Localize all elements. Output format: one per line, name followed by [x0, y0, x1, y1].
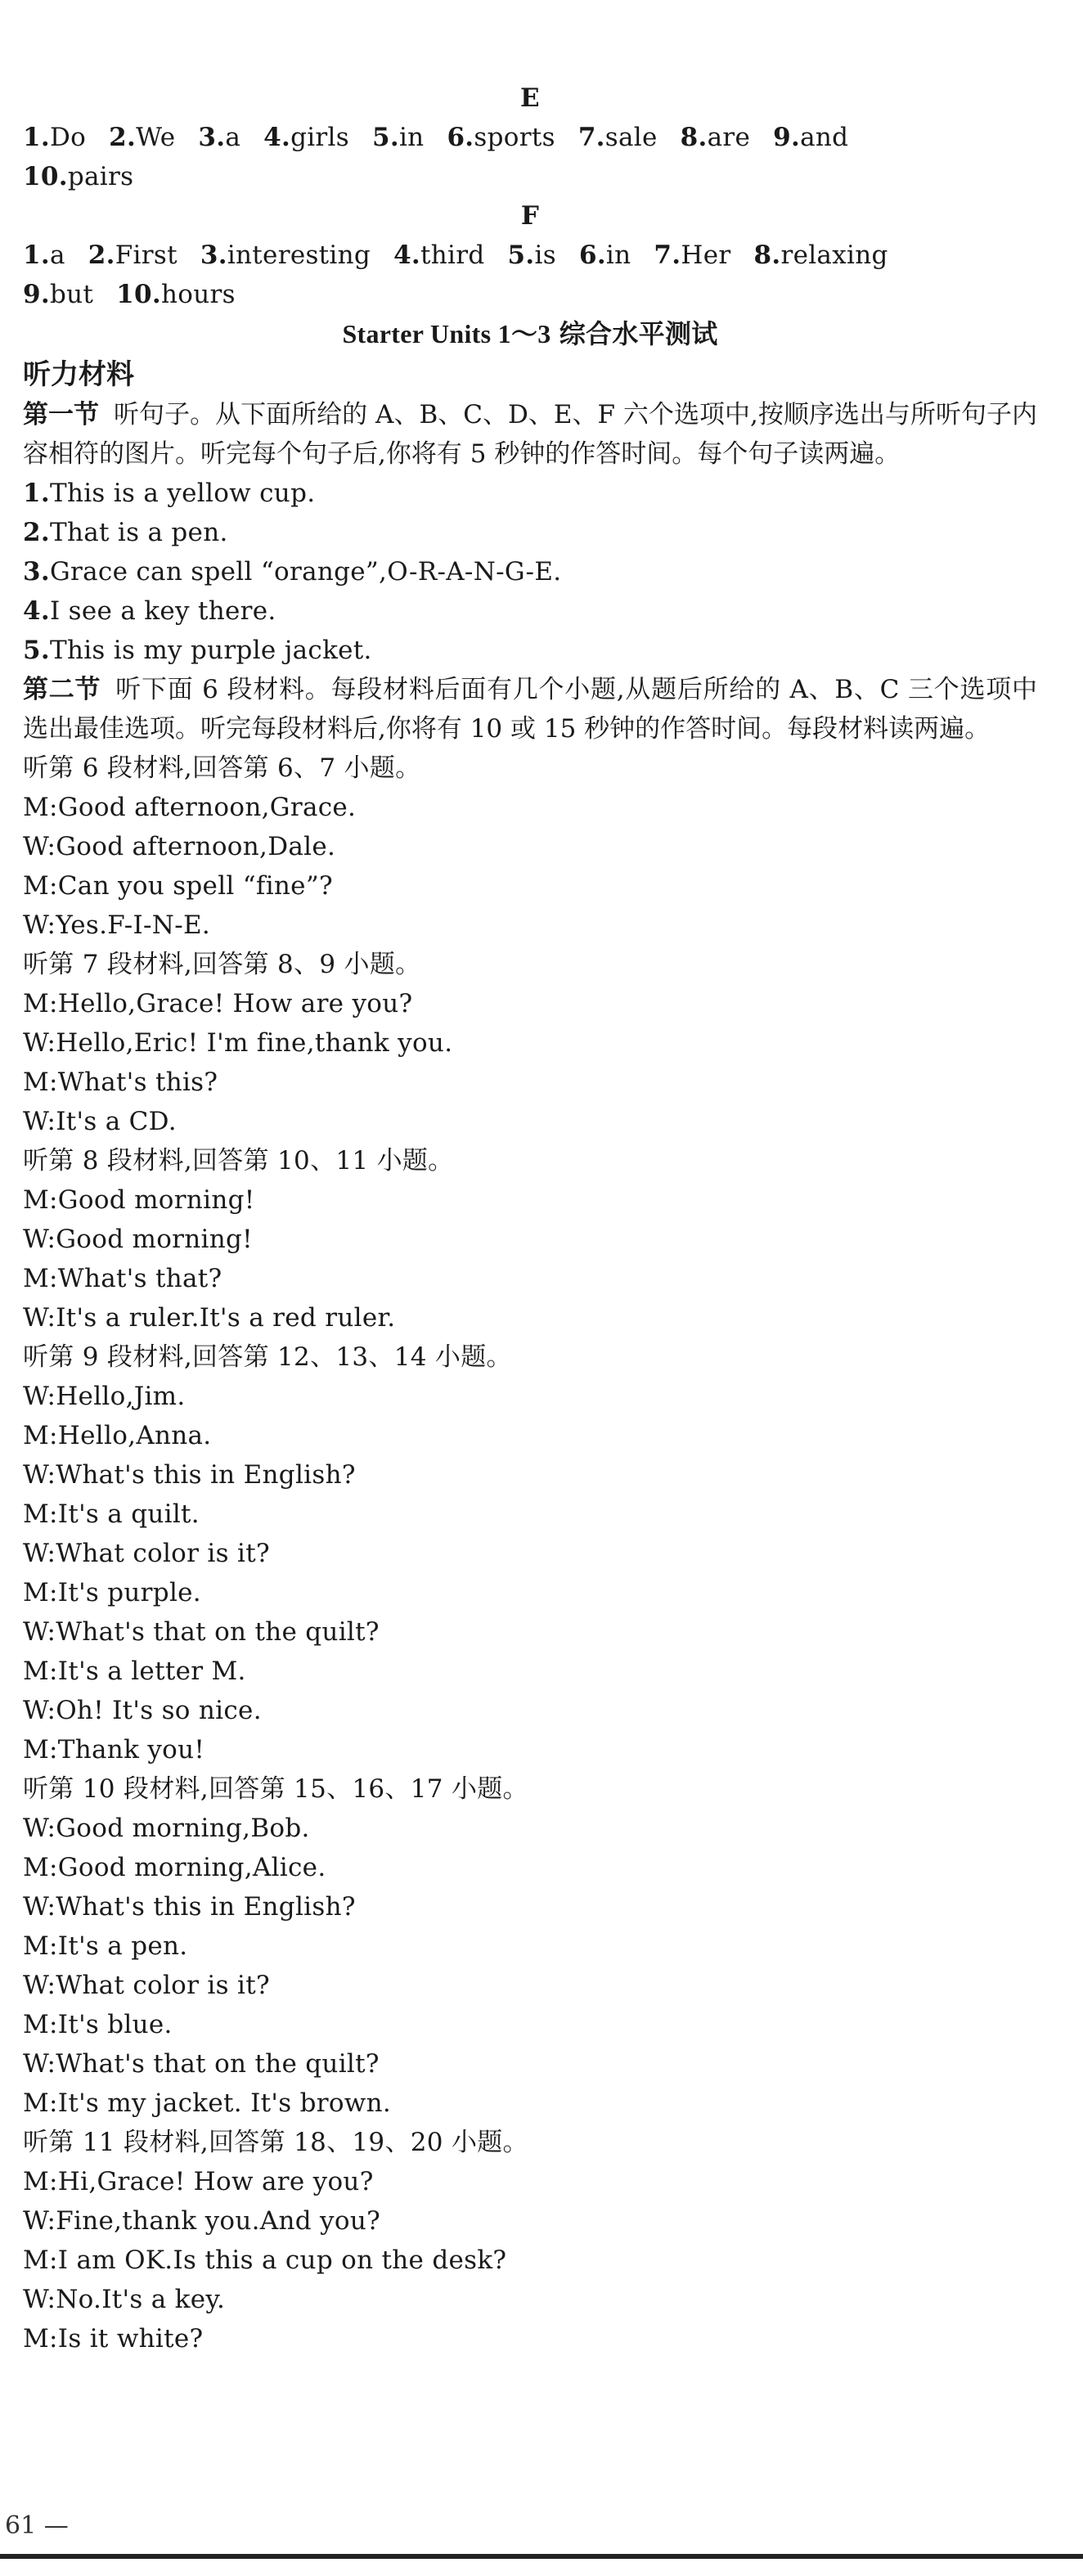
- test-heading: [23, 314, 1037, 354]
- test-heading-en: Starter Units 1～3: [342, 319, 551, 348]
- sentence-item: 3.Grace can spell “orange”,O-R-A-N-G-E.: [23, 557, 562, 587]
- section-f-row1: [23, 236, 1037, 275]
- dialogue-line: M:Hi,Grace! How are you?: [23, 2167, 374, 2196]
- dialogue-header: 听第 8 段材料,回答第 10、11 小题。: [23, 1146, 454, 1176]
- section-f-title: F: [520, 201, 540, 231]
- sentence-item: 4.I see a key there.: [23, 596, 276, 626]
- answer-item: 10.pairs: [23, 162, 134, 191]
- dialogue-line: M:Good afternoon,Grace.: [23, 793, 357, 822]
- section-e-title: E: [520, 83, 540, 113]
- page-number: 61 —: [5, 2511, 69, 2540]
- dialogue-line: W:Good morning!: [23, 1225, 253, 1254]
- sentence-item: 2.That is a pen.: [23, 518, 228, 547]
- sentence-list: [23, 474, 1037, 670]
- dialogue-line: M:What's that?: [23, 1264, 222, 1293]
- sentence-item: 1.This is a yellow cup.: [23, 479, 316, 508]
- dialogue-line: M:Hello,Anna.: [23, 1421, 212, 1450]
- listening-title: 听力材料: [23, 358, 134, 391]
- dialogue-line: W:Good afternoon,Dale.: [23, 832, 336, 861]
- answer-item: 9.and: [773, 123, 849, 152]
- dialogue-header: 听第 10 段材料,回答第 15、16、17 小题。: [23, 1774, 528, 1804]
- dialogue-line: W:Hello,Eric! I'm fine,thank you.: [23, 1028, 453, 1058]
- dialogue-block: [23, 945, 1037, 1141]
- dialogue-line: W:Good morning,Bob.: [23, 1814, 310, 1843]
- section-f-row2: [23, 275, 1037, 314]
- dialogue-list: [23, 749, 1037, 2358]
- dialogue-header: 听第 6 段材料,回答第 6、7 小题。: [23, 753, 421, 783]
- dialogue-line: M:Thank you!: [23, 1735, 205, 1765]
- section2-text: 听下面 6 段材料。每段材料后面有几个小题,从题后所给的 A、B、C 三个选项中选出最佳选项。听完每段材料后,你将有 10 或 15 秒钟的作答时间。每段材料读两遍。: [23, 675, 1037, 744]
- answer-content: [23, 79, 1037, 2358]
- dialogue-line: M:It's a pen.: [23, 1931, 188, 1961]
- answer-item: 2.First: [88, 241, 178, 270]
- dialogue-block: [23, 2123, 1037, 2358]
- adjacent-page-edge: [1067, 0, 1083, 1800]
- dialogue-line: M:What's this?: [23, 1068, 218, 1097]
- dialogue-line: M:It's purple.: [23, 1578, 201, 1607]
- dialogue-header: 听第 9 段材料,回答第 12、13、14 小题。: [23, 1342, 512, 1372]
- dialogue-line: M:It's blue.: [23, 2010, 173, 2039]
- answer-item: 9.but: [23, 280, 94, 309]
- answer-item: 1.a: [23, 241, 65, 270]
- answer-item: 4.third: [393, 241, 485, 270]
- dialogue-line: M:Is it white?: [23, 2324, 204, 2353]
- dialogue-line: M:Good morning!: [23, 1185, 255, 1215]
- dialogue-line: M:It's a quilt.: [23, 1499, 200, 1529]
- section2-instructions: [23, 670, 1037, 749]
- dialogue-line: M:Good morning,Alice.: [23, 1853, 326, 1882]
- section-e-row2: [23, 157, 1037, 196]
- dialogue-block: [23, 1769, 1037, 2123]
- answer-item: 10.hours: [116, 280, 236, 309]
- answer-item: 1.Do: [23, 123, 87, 152]
- dialogue-line: W:What's this in English?: [23, 1892, 356, 1922]
- dialogue-line: M:It's a letter M.: [23, 1657, 246, 1686]
- section2-tag: 第二节: [23, 675, 101, 704]
- dialogue-block: [23, 749, 1037, 945]
- dialogue-line: W:Hello,Jim.: [23, 1382, 186, 1411]
- dialogue-line: W:What's this in English?: [23, 1460, 356, 1490]
- answer-item: 8.relaxing: [753, 241, 888, 270]
- test-heading-cn: 综合水平测试: [559, 318, 718, 349]
- dialogue-header: 听第 11 段材料,回答第 18、19、20 小题。: [23, 2128, 528, 2157]
- dialogue-line: W:What color is it?: [23, 1539, 270, 1568]
- section1-instructions: [23, 395, 1037, 474]
- section-e-row1: [23, 118, 1037, 157]
- answer-item: 5.in: [371, 123, 425, 152]
- dialogue-line: W:What color is it?: [23, 1971, 270, 2000]
- dialogue-line: W:What's that on the quilt?: [23, 1617, 380, 1647]
- bottom-rule: [0, 2554, 1083, 2559]
- dialogue-line: W:What's that on the quilt?: [23, 2049, 380, 2079]
- answer-item: 7.Her: [654, 241, 731, 270]
- answer-item: 2.We: [109, 123, 176, 152]
- answer-item: 6.sports: [447, 123, 555, 152]
- dialogue-line: W:It's a CD.: [23, 1107, 177, 1136]
- dialogue-line: W:Oh! It's so nice.: [23, 1696, 262, 1725]
- dialogue-line: W:Fine,thank you.And you?: [23, 2206, 381, 2236]
- dialogue-line: W:No.It's a key.: [23, 2285, 226, 2314]
- dialogue-line: W:Yes.F-I-N-E.: [23, 910, 211, 940]
- answer-item: 5.is: [507, 241, 556, 270]
- answer-item: 7.sale: [577, 123, 658, 152]
- section1-text: 听句子。从下面所给的 A、B、C、D、E、F 六个选项中,按顺序选出与所听句子内容相符的图片。听完每个句子后,你将有 5 秒钟的作答时间。每个句子读两遍。: [23, 400, 1037, 469]
- dialogue-line: M:It's my jacket. It's brown.: [23, 2088, 392, 2118]
- dialogue-header: 听第 7 段材料,回答第 8、9 小题。: [23, 950, 421, 979]
- section1-tag: 第一节: [23, 400, 100, 429]
- dialogue-block: [23, 1141, 1037, 1337]
- answer-item: 8.are: [680, 123, 751, 152]
- answer-item: 3.interesting: [200, 241, 371, 270]
- dialogue-line: M:Can you spell “fine”?: [23, 871, 333, 901]
- dialogue-line: W:It's a ruler.It's a red ruler.: [23, 1303, 396, 1333]
- sentence-item: 5.This is my purple jacket.: [23, 636, 372, 665]
- answer-item: 6.in: [578, 241, 631, 270]
- dialogue-line: M:I am OK.Is this a cup on the desk?: [23, 2246, 507, 2275]
- answer-item: 3.a: [198, 123, 241, 152]
- dialogue-line: M:Hello,Grace! How are you?: [23, 989, 413, 1018]
- dialogue-block: [23, 1337, 1037, 1769]
- answer-item: 4.girls: [263, 123, 349, 152]
